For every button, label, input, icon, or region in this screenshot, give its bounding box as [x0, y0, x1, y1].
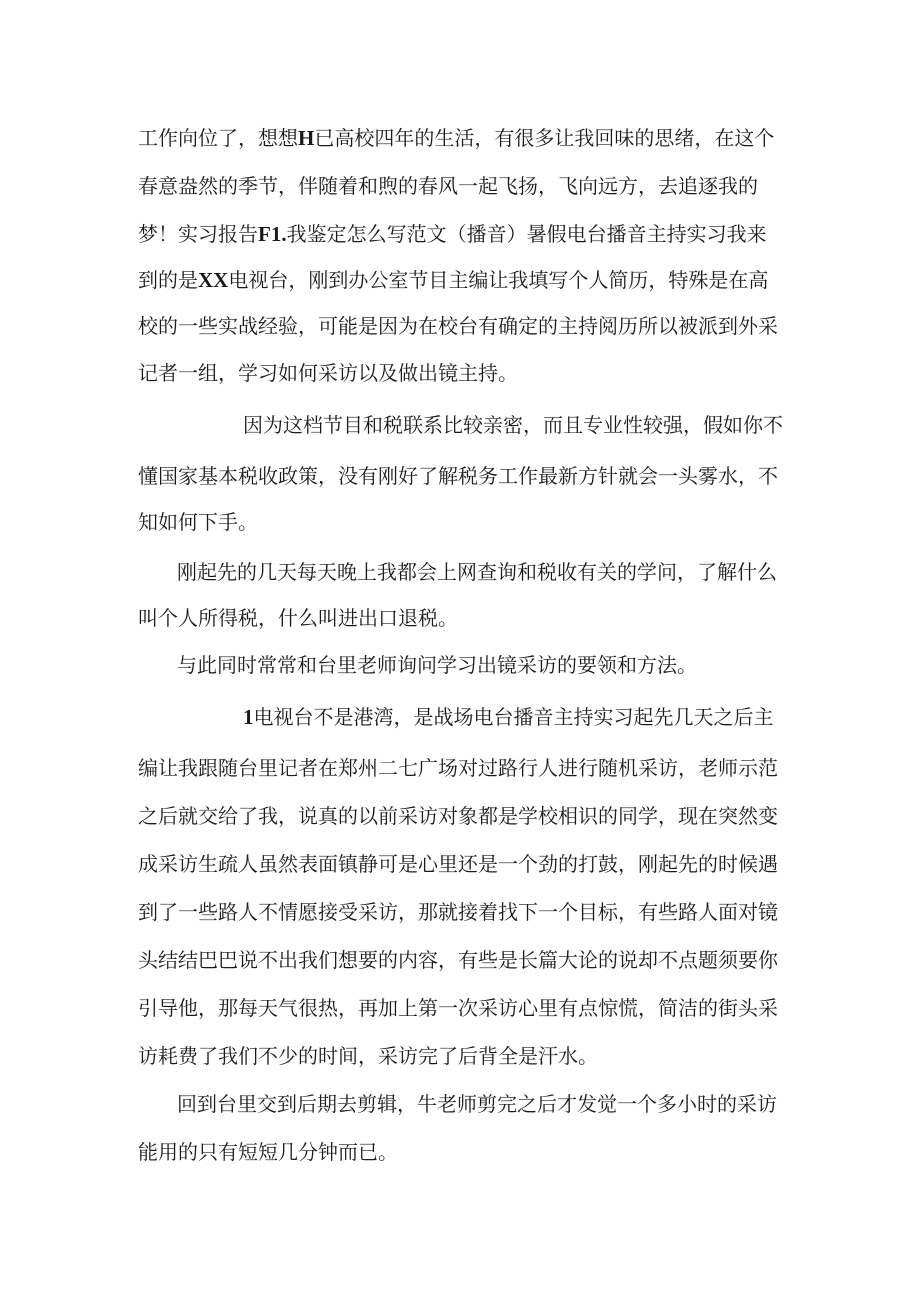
text-segment: 记者一组，学习如何采访以及做出镜主持。: [138, 361, 518, 385]
text-line: [0, 988, 920, 1028]
text-segment: 叫个人所得税，什么叫进出口退税。: [138, 606, 458, 630]
text-line: [0, 892, 920, 932]
text-segment: 我鉴定怎么写范文（播音）暑假电台播音主持实习我来: [286, 222, 767, 246]
text-line: [0, 214, 920, 254]
text-segment: 电视台不是港湾，是战场电台播音主持实习起先几天之后主: [253, 705, 774, 729]
text-line: [0, 645, 920, 685]
text-segment: 之后就交给了我，说真的以前采访对象都是学校相识的同学，现在突然变: [138, 804, 778, 828]
text-line: [0, 260, 920, 300]
text-line: [0, 748, 920, 788]
text-segment-bold: H: [298, 126, 315, 150]
text-segment: 到了一些路人不情愿接受采访，那就接着找下一个目标，有些路人面对镜: [138, 900, 778, 924]
text-segment: 刚起先的几天每天晚上我都会上网查询和税收有关的学问，了解什么: [177, 560, 777, 584]
text-segment: 引导他，那每天气很热，再加上第一次采访心里有点惊慌，简洁的街头采: [138, 996, 778, 1020]
text-segment: 工作向位了，想想: [138, 126, 298, 150]
text-segment: 校的一些实战经验，可能是因为在校台有确定的主持阅历所以被派到外采: [138, 314, 778, 338]
text-line: [0, 405, 920, 445]
text-line: [0, 940, 920, 980]
text-segment-bold: XX: [198, 268, 229, 292]
text-segment: 到的是: [138, 268, 198, 292]
text-line: [0, 502, 920, 542]
text-line: [0, 306, 920, 346]
text-segment: 头结结巴巴说不出我们想要的内容，有些是长篇大论的说却不点题须要你: [138, 948, 778, 972]
text-segment: 因为这档节目和税联系比较亲密，而且专业性较强，假如你不: [243, 413, 783, 437]
text-line: [0, 1036, 920, 1076]
text-segment: 知如何下手。: [138, 510, 258, 534]
text-segment: 春意盎然的季节，伴随着和煦的春风一起飞扬，飞向远方，去追逐我的: [138, 174, 758, 198]
text-line: [0, 552, 920, 592]
text-line: [0, 1084, 920, 1124]
text-line: [0, 844, 920, 884]
text-segment: 成采访生疏人虽然表面镇静可是心里还是一个劲的打鼓，刚起先的时候遇: [138, 852, 778, 876]
text-line: [0, 118, 920, 158]
text-segment: 能用的只有短短几分钟而已。: [138, 1140, 398, 1164]
text-segment: 懂国家基本税收政策，没有刚好了解税务工作最新方针就会一头雾水，不: [138, 464, 778, 488]
text-segment-bold: 1: [243, 705, 254, 729]
text-line: [0, 796, 920, 836]
text-line: [0, 598, 920, 638]
text-line: [0, 353, 920, 393]
text-line: [0, 1132, 920, 1172]
text-segment: 梦！实习报告: [138, 222, 258, 246]
text-segment-bold: F1.: [258, 222, 287, 246]
text-segment: 电视台，刚到办公室节目主编让我填写个人简历，特殊是在高: [228, 268, 769, 292]
text-segment: 回到台里交到后期去剪辑，牛老师剪完之后才发觉一个多小时的采访: [177, 1092, 777, 1116]
text-line: [0, 697, 920, 737]
text-segment: 已高校四年的生活，有很多让我回味的思绪，在这个: [314, 126, 775, 150]
text-segment: 与此同时常常和台里老师询问学习出镜采访的要领和方法。: [177, 653, 697, 677]
text-line: [0, 166, 920, 206]
text-line: [0, 456, 920, 496]
text-segment: 访耗费了我们不少的时间，采访完了后背全是汗水。: [138, 1044, 598, 1068]
text-segment: 编让我跟随台里记者在郑州二七广场对过路行人进行随机采访，老师示范: [138, 756, 778, 780]
